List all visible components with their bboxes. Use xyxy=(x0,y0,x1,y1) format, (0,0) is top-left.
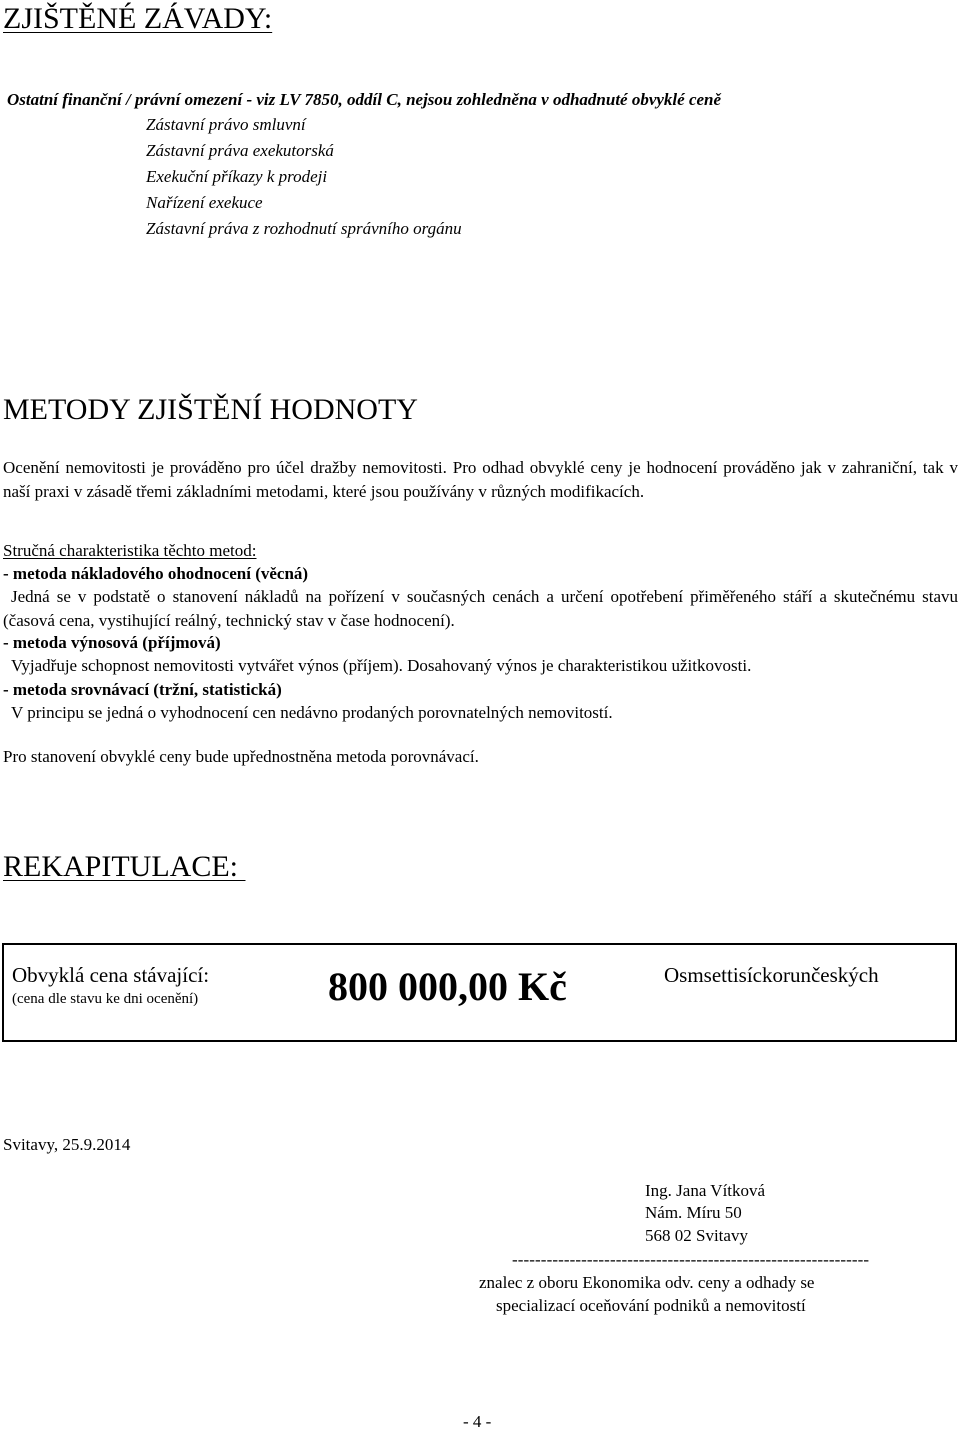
price-in-words: Osmsettisíckorunčeských xyxy=(664,963,879,987)
signature-line: -------------------------------------------------------------- xyxy=(512,1250,870,1269)
method-title-comparative: - metoda srovnávací (tržní, statistická) xyxy=(3,680,282,699)
price-value: 800 000,00 Kč xyxy=(328,964,567,1009)
method-text-comparative: V principu se jedná o vyhodnocení cen nedávno prodaných porovnatelných nemovitostí. xyxy=(11,703,613,722)
recap-heading: REKAPITULACE: xyxy=(3,850,246,883)
expert-role-line2: specializací oceňování podniků a nemovitostí xyxy=(496,1296,806,1315)
defects-intro: Ostatní finanční / právní omezení - viz LV 7850, oddíl C, nejsou zohledněna v odhadnuté obvyklé ceně xyxy=(7,90,722,109)
list-item: Exekuční příkazy k prodeji xyxy=(146,167,328,186)
methods-heading: METODY ZJIŠTĚNÍ HODNOTY xyxy=(3,393,418,426)
characteristics-heading: Stručná charakteristika těchto metod: xyxy=(3,541,257,560)
expert-street: Nám. Míru 50 xyxy=(645,1203,742,1222)
list-item: Zástavní práva z rozhodnutí správního orgánu xyxy=(146,219,462,238)
expert-name: Ing. Jana Vítková xyxy=(645,1181,766,1200)
expert-role-line1: znalec z oboru Ekonomika odv. ceny a odhady se xyxy=(479,1273,815,1292)
place-date: Svitavy, 25.9.2014 xyxy=(3,1135,131,1154)
expert-city: 568 02 Svitavy xyxy=(645,1226,748,1245)
list-item: Nařízení exekuce xyxy=(146,193,263,212)
methods-conclusion: Pro stanovení obvyklé ceny bude upřednostněna metoda porovnávací. xyxy=(3,747,479,766)
method-text-income: Vyjadřuje schopnost nemovitosti vytvářet výnos (příjem). Dosahovaný výnos je charakteristikou užitkovosti. xyxy=(11,656,752,675)
method-text-cost: Jedná se v podstatě o stanovení nákladů na pořízení v současných cenách a určení opotřebení přiměřeného stáří a skutečnému stavu (časová cena, vystihující reálný, technický stav v čase hodnocení). xyxy=(3,587,958,630)
list-item: Zástavní práva exekutorská xyxy=(146,141,334,160)
price-label: Obvyklá cena stávající: xyxy=(12,963,210,987)
methods-intro-paragraph: Ocenění nemovitosti je prováděno pro účel dražby nemovitosti. Pro odhad obvyklé ceny je hodnocení prováděno jak v zahraniční, tak v naší praxi v zásadě třemi základními metodami, které jsou používány v různých modifikacích. xyxy=(3,458,958,501)
price-summary-box xyxy=(2,943,957,1042)
defects-heading: ZJIŠTĚNÉ ZÁVADY: xyxy=(3,2,273,35)
method-title-cost: - metoda nákladového ohodnocení (věcná) xyxy=(3,564,309,583)
page-number: - 4 - xyxy=(463,1412,492,1431)
price-sublabel: (cena dle stavu ke dni ocenění) xyxy=(12,991,199,1007)
list-item: Zástavní právo smluvní xyxy=(146,115,306,134)
method-title-income: - metoda výnosová (příjmová) xyxy=(3,633,221,652)
